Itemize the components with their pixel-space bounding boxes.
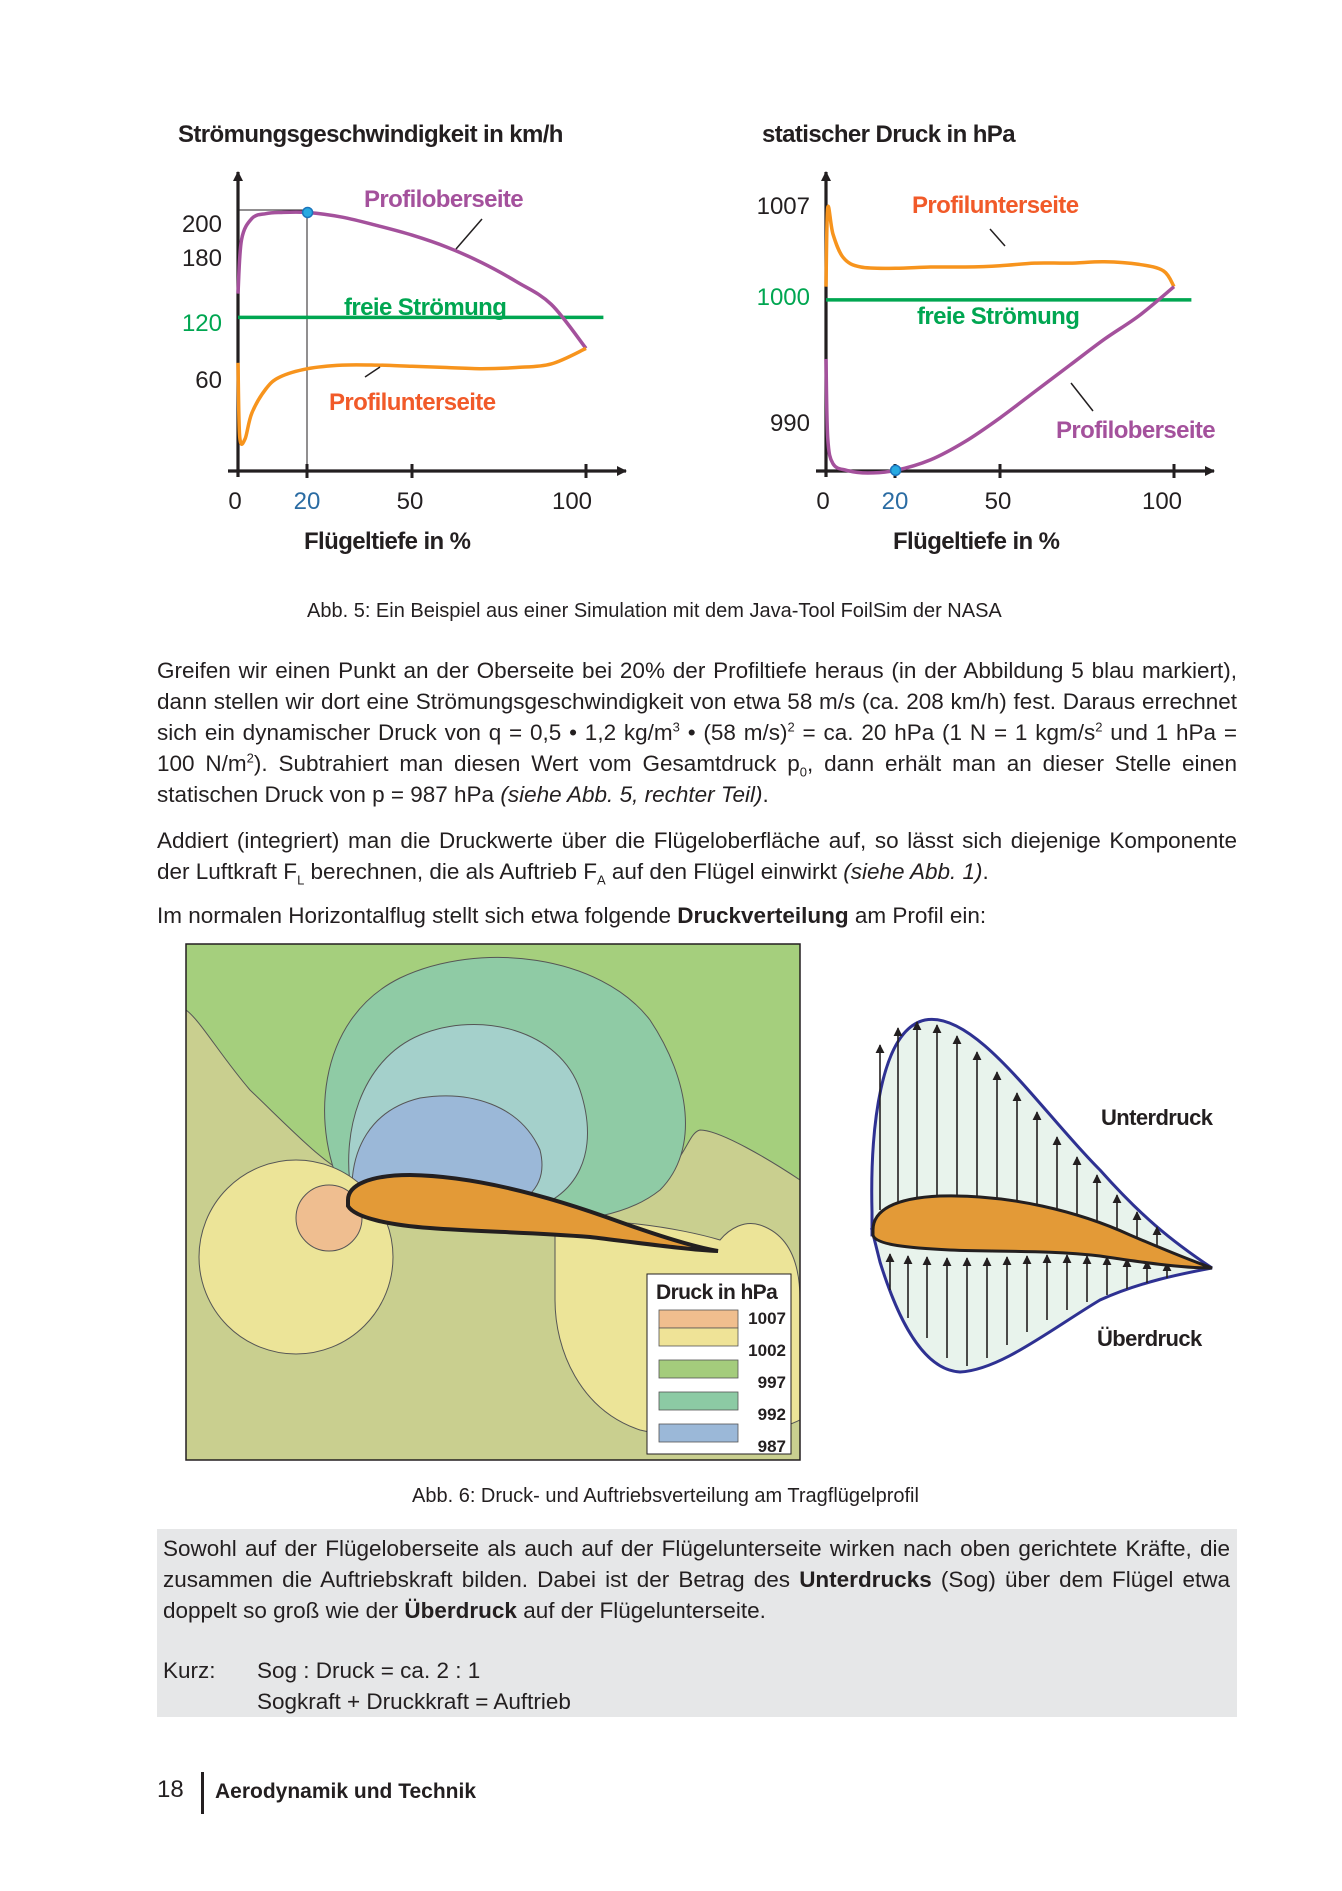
pressure-x-tick-label-0: 0 bbox=[816, 488, 830, 515]
pressure-label-profilunterseite: Profilunterseite bbox=[912, 192, 1079, 219]
velocity-label-free: freie Strömung bbox=[344, 294, 507, 321]
legend-swatch-992 bbox=[659, 1392, 738, 1410]
legend-label-997: 997 bbox=[757, 1373, 786, 1392]
short-label: Kurz: bbox=[163, 1658, 216, 1683]
legend-swatch-1007 bbox=[659, 1310, 738, 1328]
label-unterdruck: Unterdruck bbox=[1101, 1105, 1213, 1130]
legend-label-1007: 1007 bbox=[748, 1309, 786, 1328]
velocity-x-tick-label-20: 20 bbox=[293, 488, 321, 515]
velocity-label-profilunterseite: Profilunterseite bbox=[329, 389, 496, 416]
velocity-y-tick-60: 60 bbox=[195, 367, 222, 394]
pressure-y-tick-990: 990 bbox=[769, 410, 810, 437]
velocity-x-tick-label-100: 100 bbox=[551, 488, 593, 515]
pressure-label-free: freie Strömung bbox=[917, 303, 1080, 330]
legend-swatch-1002 bbox=[659, 1328, 738, 1346]
paragraph-1: Greifen wir einen Punkt an der Oberseite bei 20% der Profiltiefe heraus (in der Abbildung 5 blau markiert), dann stellen wir dort eine Strömungsgeschwindigkeit von etwa 58 m/s (ca. 208 km/h) fest. Daraus errechnet sich ein dynamischer Druck von q = 0,5 • 1,2 $kg/m^3$ • (58 m/s)$^2$ = ca. 20 hPa (1 N = 1 kgm/$s^2$ und 1 hPa = 100 $N/m^2$). Subtrahiert man diesen Wert vom Gesamtdruck $p_0$, dann erhält man an dieser Stelle einen statischen Druck von p = 987 hPa (siehe Abb. 5, rechter Teil). bbox=[157, 658, 1237, 807]
pressure-x-tick-label-100: 100 bbox=[1141, 488, 1183, 515]
velocity-chart-title: Strömungsgeschwindigkeit in km/h bbox=[178, 121, 563, 148]
pressure-y-tick-1007: 1007 bbox=[756, 193, 810, 220]
pressure-chart-title: statischer Druck in hPa bbox=[762, 121, 1015, 148]
pressure-x-tick-label-20: 20 bbox=[881, 488, 909, 515]
page-number: 18 bbox=[157, 1776, 184, 1803]
velocity-x-tick-label-50: 50 bbox=[396, 488, 424, 515]
pressure-y-tick-1000: 1000 bbox=[756, 284, 810, 311]
pressure-x-axis-label: Flügeltiefe in % bbox=[893, 528, 1060, 555]
pressure-x-tick-label-50: 50 bbox=[984, 488, 1012, 515]
pressure-label-profiloberseite: Profiloberseite bbox=[1056, 417, 1216, 444]
summary-box bbox=[157, 1529, 1237, 1717]
legend-swatch-997 bbox=[659, 1360, 738, 1378]
velocity-y-tick-200: 200 bbox=[181, 211, 222, 238]
footer-title: Aerodynamik und Technik bbox=[215, 1780, 476, 1803]
figure-5-caption: Abb. 5: Ein Beispiel aus einer Simulation mit dem Java-Tool FoilSim der NASA bbox=[307, 600, 1002, 622]
legend-label-992: 992 bbox=[757, 1405, 786, 1424]
velocity-x-axis-label: Flügeltiefe in % bbox=[304, 528, 471, 555]
summary-text: Sowohl auf der Flügeloberseite als auch auf der Flügelunterseite wirken nach oben gerichtete Kräfte, die zusammen die Auftriebskraft bilden. Dabei ist der Betrag des Unterdrucks (Sog) über dem Flügel etwa doppelt so groß wie der Überdruck auf der Flügelunterseite. bbox=[163, 1536, 1230, 1623]
short-line-1: Sog : Druck = ca. 2 : 1 bbox=[257, 1658, 481, 1683]
pressure-legend bbox=[647, 1274, 791, 1456]
label-ueberdruck: Überdruck bbox=[1097, 1326, 1202, 1351]
short-line-2: Sogkraft + Druckkraft = Auftrieb bbox=[257, 1689, 571, 1714]
velocity-y-tick-180: 180 bbox=[181, 245, 222, 272]
paragraph-3: Im normalen Horizontalflug stellt sich etwa folgende Druckverteilung am Profil ein: bbox=[157, 903, 987, 928]
footer-divider bbox=[201, 1772, 204, 1814]
figure-6-caption: Abb. 6: Druck- und Auftriebsverteilung am Tragflügelprofil bbox=[412, 1485, 919, 1507]
velocity-y-tick-120: 120 bbox=[181, 310, 222, 337]
legend-label-1002: 1002 bbox=[748, 1341, 786, 1360]
paragraph-2: Addiert (integriert) man die Druckwerte über die Flügeloberfläche auf, so lässt sich diejenige Komponente der Luftkraft $F_L$ berechnen, die als Auftrieb $F_A$ auf den Flügel einwirkt (siehe Abb. 1). bbox=[157, 828, 1237, 888]
legend-label-987: 987 bbox=[757, 1437, 786, 1456]
velocity-x-tick-label-0: 0 bbox=[228, 488, 242, 515]
legend-swatch-987 bbox=[659, 1424, 738, 1442]
lift-distribution-diagram bbox=[872, 1019, 1214, 1372]
legend-title: Druck in hPa bbox=[656, 1281, 778, 1304]
velocity-label-profiloberseite: Profiloberseite bbox=[364, 186, 524, 213]
